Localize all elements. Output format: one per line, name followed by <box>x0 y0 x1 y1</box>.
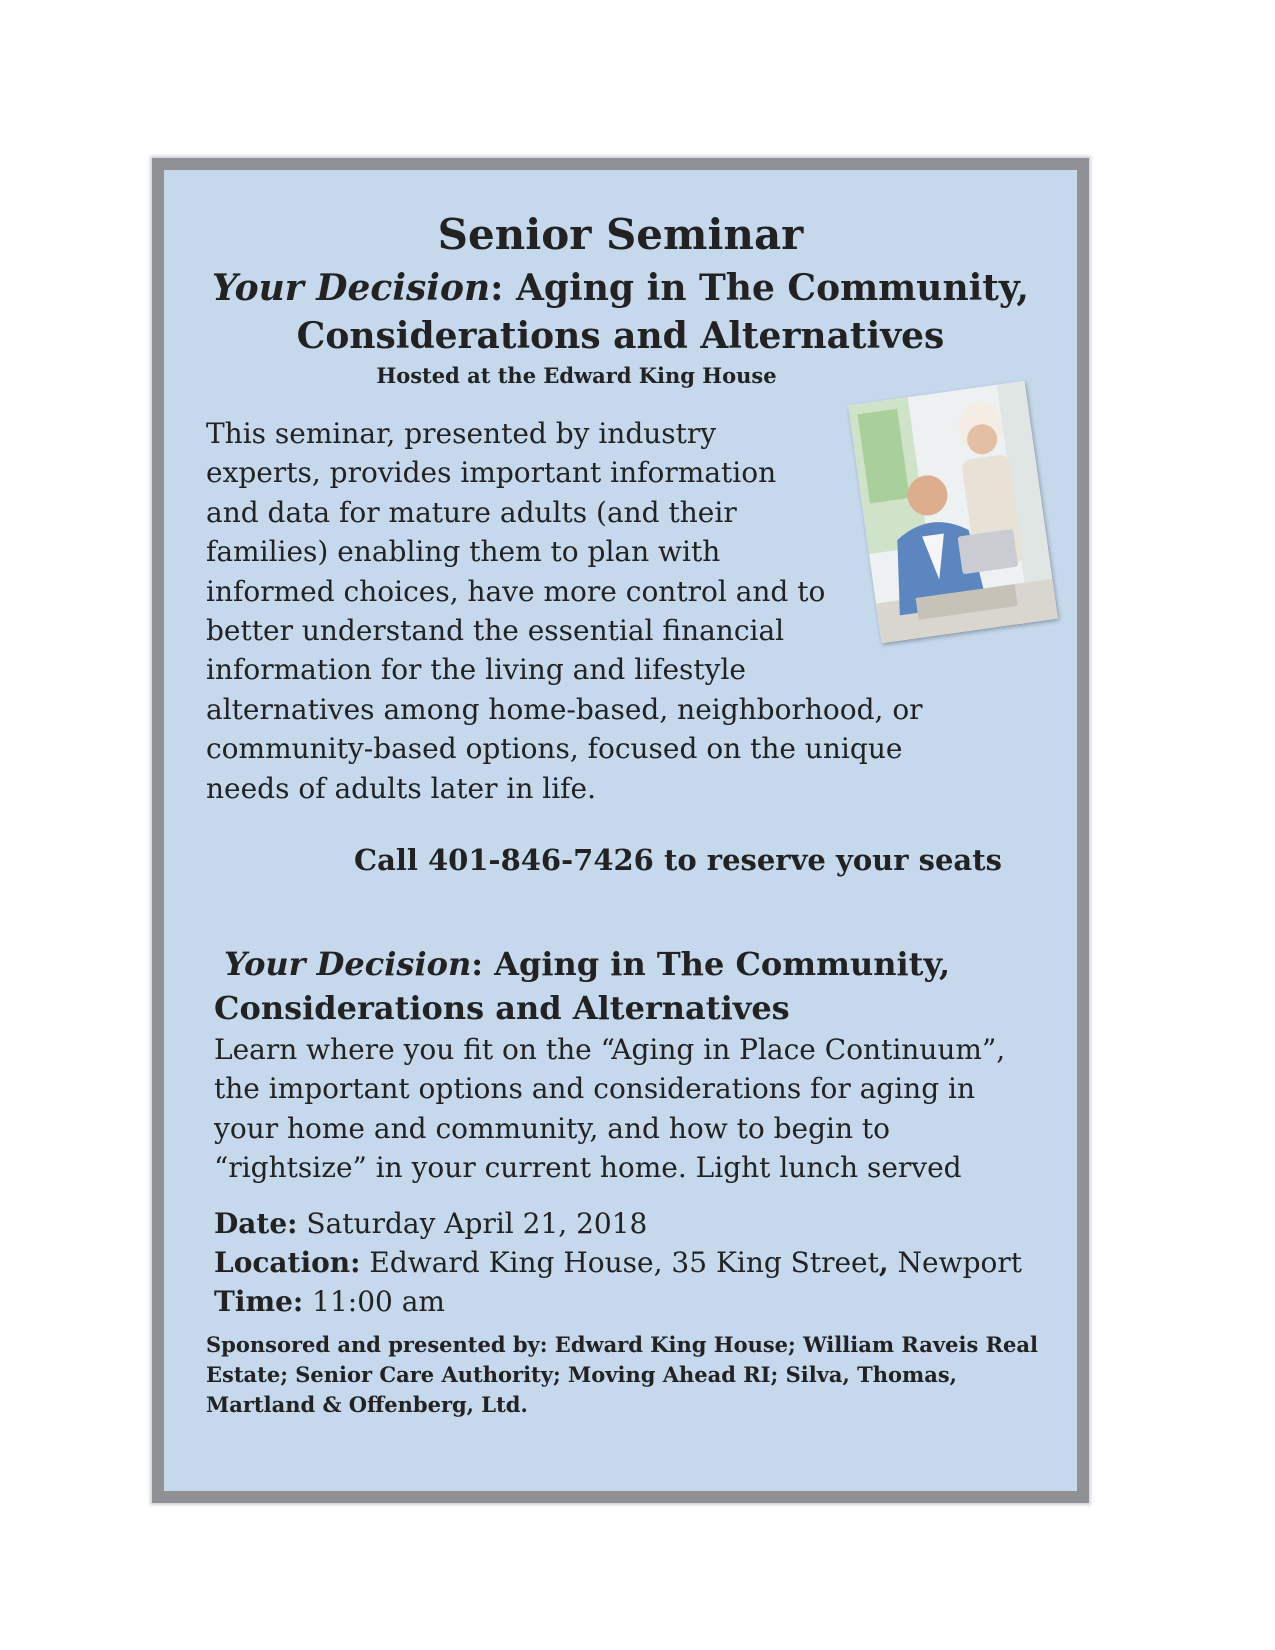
intro-line: This seminar, presented by industry <box>206 417 717 450</box>
intro-line: experts, provides important information <box>206 456 777 490</box>
section2-line: your home and community, and how to begin to <box>214 1111 891 1145</box>
section2-line: the important options and considerations for aging in <box>214 1072 976 1106</box>
flyer-subtitle <box>164 264 1077 360</box>
section2-body <box>214 1030 1044 1188</box>
section2-line: “rightsize” in your current home. Light lunch served <box>214 1151 962 1185</box>
date-row <box>214 1204 1064 1243</box>
location-value: Edward King House, 35 King Street <box>360 1246 879 1279</box>
time-row <box>214 1282 1064 1321</box>
time-value: 11:00 am <box>303 1285 445 1318</box>
senior-couple-photo <box>848 381 1058 643</box>
intro-line: community-based options, focused on the unique <box>206 732 903 766</box>
flyer-title: Senior Seminar <box>437 210 804 259</box>
subtitle-italic: Your Decision <box>212 267 491 309</box>
intro-paragraph <box>206 414 936 808</box>
sponsors-line: Sponsored and presented by: Edward King House; William Raveis Real <box>206 1332 1038 1357</box>
intro-line: families) enabling them to plan with <box>206 535 721 569</box>
section2-title-rest: : Aging in The Community, <box>471 945 951 983</box>
section2-title <box>214 942 1034 1030</box>
hosted-text: Hosted at the Edward King House <box>376 363 777 388</box>
location-city: Newport <box>888 1246 1022 1279</box>
section2-line: Learn where you fit on the “Aging in Place Continuum”, <box>214 1033 1006 1066</box>
sponsors-line: Estate; Senior Care Authority; Moving Ahead RI; Silva, Thomas, <box>206 1362 957 1387</box>
photo-illustration <box>848 381 1058 643</box>
location-comma: , <box>878 1246 889 1279</box>
intro-line: alternatives among home-based, neighborhood, or <box>206 692 923 726</box>
sponsors-line: Martland & Offenberg, Ltd. <box>206 1392 528 1417</box>
sponsors-note <box>206 1330 1056 1420</box>
call-to-action: Call 401-846-7426 to reserve your seats <box>354 843 1002 877</box>
hosted-note <box>164 362 1077 390</box>
event-details <box>214 1204 1064 1321</box>
location-row <box>214 1243 1064 1282</box>
location-label: Location: <box>214 1246 361 1279</box>
section2-title-italic: Your Decision <box>224 945 472 983</box>
intro-line: information for the living and lifestyle <box>206 653 746 687</box>
subtitle-line-2: Considerations and Alternatives <box>296 315 945 357</box>
time-label: Time: <box>214 1285 304 1318</box>
intro-line: better understand the essential financial <box>206 614 785 648</box>
subtitle-line-1 <box>164 264 1077 312</box>
intro-line: and data for mature adults (and their <box>206 495 737 529</box>
section2-title-line-1 <box>214 942 1034 986</box>
intro-line: informed choices, have more control and to <box>206 574 826 608</box>
date-value: Saturday April 21, 2018 <box>297 1207 648 1240</box>
flyer-frame <box>152 158 1089 1503</box>
section2-title-line-2: Considerations and Alternatives <box>214 989 790 1027</box>
date-label: Date: <box>214 1207 298 1240</box>
intro-line: needs of adults later in life. <box>206 771 597 805</box>
subtitle-rest: : Aging in The Community, <box>490 267 1029 309</box>
